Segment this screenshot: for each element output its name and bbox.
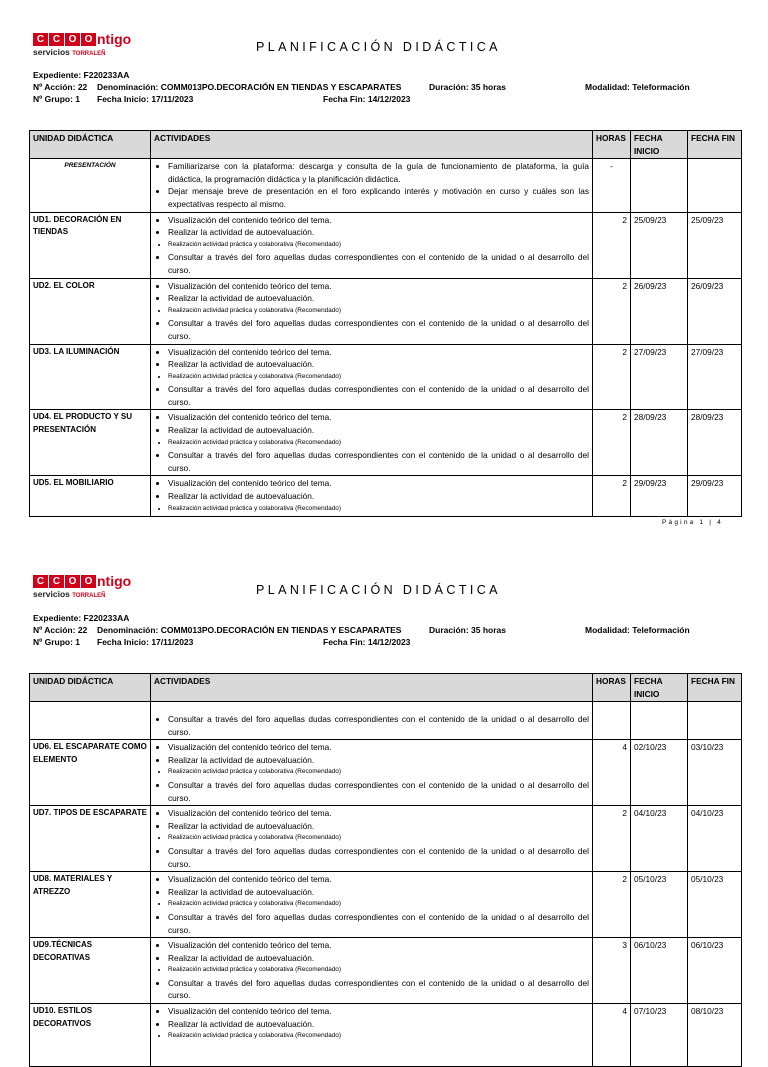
unit-cell <box>30 702 151 740</box>
table-row <box>30 212 742 278</box>
activity-item: • Realizar la actividad de autoevaluación. <box>168 1018 589 1031</box>
logo-sub-tag: TORRALEÑ <box>72 51 106 57</box>
hours-cell: 2 <box>593 278 631 344</box>
activity-item: • Consultar a través del foro aquellas dudas correspondientes con el contenido de la unidad o al desarrollo del curso. <box>168 383 589 408</box>
meta-denominacion: Denominación: COMM013PO.DECORACIÓN EN TIENDAS Y ESCAPARATES <box>97 82 402 92</box>
activity-item: • Visualización del contenido teórico del tema. <box>168 1005 589 1018</box>
unit-cell: UD1. DECORACIÓN EN TIENDAS <box>30 212 151 278</box>
brand-logo <box>33 573 132 599</box>
hours-cell: 3 <box>593 938 631 1004</box>
unit-cell: UD3. LA ILUMINACIÓN <box>30 344 151 410</box>
logo-sub-text: servicios <box>33 47 70 57</box>
activity-item: • Visualización del contenido teórico del tema. <box>168 411 589 424</box>
table-header-row <box>30 674 742 702</box>
brand-logo <box>33 31 132 57</box>
activity-item: • Realización actividad práctica y colaborativa (Recomendado) <box>168 766 589 779</box>
unit-cell: UD10. ESTILOS DECORATIVOS <box>30 1004 151 1067</box>
start-cell <box>631 702 688 740</box>
activity-item: • Realización actividad práctica y colaborativa (Recomendado) <box>168 898 589 911</box>
meta-expediente: Expediente: F220233AA <box>33 70 130 80</box>
header-start: FECHA INICIO <box>631 131 688 159</box>
activities-cell <box>151 806 593 872</box>
activity-item: • Realizar la actividad de autoevaluación. <box>168 952 589 965</box>
hours-cell: 4 <box>593 740 631 806</box>
header-start: FECHA INICIO <box>631 674 688 702</box>
activity-item: • Consultar a través del foro aquellas dudas correspondientes con el contenido de la unidad o al desarrollo del curso. <box>168 845 589 870</box>
activity-item: • Realizar la actividad de autoevaluación. <box>168 754 589 767</box>
activities-cell <box>151 872 593 938</box>
activity-item: • Visualización del contenido teórico del tema. <box>168 807 589 820</box>
activity-item: • Realizar la actividad de autoevaluación. <box>168 226 589 239</box>
unit-cell: UD8. MATERIALES Y ATREZZO <box>30 872 151 938</box>
meta-block <box>33 70 733 106</box>
activity-item: • Realizar la actividad de autoevaluación. <box>168 358 589 371</box>
meta-modalidad: Modalidad: Teleformación <box>585 625 690 635</box>
logo-letter: O <box>81 33 96 46</box>
activity-item: • Realizar la actividad de autoevaluación. <box>168 820 589 833</box>
hours-cell: 2 <box>593 410 631 476</box>
activity-item: • Visualización del contenido teórico del tema. <box>168 280 589 293</box>
logo-wordmark: ntigo <box>97 31 132 47</box>
meta-fecha-fin: Fecha Fin: 14/12/2023 <box>323 637 411 647</box>
end-cell: 27/09/23 <box>688 344 742 410</box>
document-page-2 <box>0 562 768 1040</box>
end-cell: 06/10/23 <box>688 938 742 1004</box>
meta-fecha-fin: Fecha Fin: 14/12/2023 <box>323 94 411 104</box>
meta-accion: Nº Acción: 22 <box>33 625 88 635</box>
header-activities: ACTIVIDADES <box>151 131 593 159</box>
logo-letter: C <box>33 575 48 588</box>
start-cell: 26/09/23 <box>631 278 688 344</box>
activity-item: • Dejar mensaje breve de presentación en el foro explicando interés y motivación en curso y cuáles son las expectativas respecto al mismo. <box>168 185 589 210</box>
planning-table <box>29 130 742 517</box>
header-activities: ACTIVIDADES <box>151 674 593 702</box>
hours-cell: 2 <box>593 212 631 278</box>
meta-expediente: Expediente: F220233AA <box>33 613 130 623</box>
end-cell <box>688 159 742 212</box>
activity-item: • Realización actividad práctica y colaborativa (Recomendado) <box>168 1030 589 1043</box>
activity-item: • Realizar la actividad de autoevaluación. <box>168 424 589 437</box>
logo-letter: C <box>49 575 64 588</box>
logo-subtitle <box>33 589 113 601</box>
unit-cell: UD7. TIPOS DE ESCAPARATE <box>30 806 151 872</box>
planning-table <box>29 673 742 1067</box>
header-end: FECHA FIN <box>688 674 742 702</box>
hours-cell: 2 <box>593 872 631 938</box>
logo-letter: C <box>33 33 48 46</box>
logo-letter: O <box>81 575 96 588</box>
start-cell: 02/10/23 <box>631 740 688 806</box>
activities-cell <box>151 938 593 1004</box>
start-cell: 29/09/23 <box>631 476 688 517</box>
end-cell: 28/09/23 <box>688 410 742 476</box>
activities-cell <box>151 344 593 410</box>
unit-cell: PRESENTACIÓN <box>30 159 151 212</box>
end-cell: 29/09/23 <box>688 476 742 517</box>
activity-item: • Familiarizarse con la plataforma: descarga y consulta de la guía de funcionamiento de plataforma, la guía didáctica, la programación didáctica y la planificación didáctica. <box>168 160 589 185</box>
unit-cell: UD9.TÉCNICAS DECORATIVAS <box>30 938 151 1004</box>
meta-block <box>33 613 733 649</box>
table-row <box>30 344 742 410</box>
table-row <box>30 278 742 344</box>
hours-cell: - <box>593 159 631 212</box>
meta-grupo: Nº Grupo: 1 <box>33 94 81 104</box>
table-row <box>30 410 742 476</box>
activities-cell <box>151 159 593 212</box>
hours-cell: 2 <box>593 344 631 410</box>
activity-item: • Visualización del contenido teórico del tema. <box>168 873 589 886</box>
activity-item: • Consultar a través del foro aquellas dudas correspondientes con el contenido de la unidad o al desarrollo del curso. <box>168 449 589 474</box>
header-unit: UNIDAD DIDÁCTICA <box>30 674 151 702</box>
unit-cell: UD4. EL PRODUCTO Y SU PRESENTACIÓN <box>30 410 151 476</box>
activity-item: • Realizar la actividad de autoevaluación. <box>168 292 589 305</box>
activity-item: • Realización actividad práctica y colaborativa (Recomendado) <box>168 239 589 252</box>
unit-cell: UD2. EL COLOR <box>30 278 151 344</box>
meta-accion: Nº Acción: 22 <box>33 82 88 92</box>
meta-duracion: Duración: 35 horas <box>429 82 506 92</box>
meta-grupo: Nº Grupo: 1 <box>33 637 81 647</box>
end-cell: 05/10/23 <box>688 872 742 938</box>
table-row <box>30 1004 742 1067</box>
start-cell: 27/09/23 <box>631 344 688 410</box>
meta-duracion: Duración: 35 horas <box>429 625 506 635</box>
hours-cell: 2 <box>593 476 631 517</box>
meta-denominacion: Denominación: COMM013PO.DECORACIÓN EN TIENDAS Y ESCAPARATES <box>97 625 402 635</box>
meta-fecha-inicio: Fecha Inicio: 17/11/2023 <box>97 94 194 104</box>
activity-item: • Visualización del contenido teórico del tema. <box>168 939 589 952</box>
activity-item: • Realización actividad práctica y colaborativa (Recomendado) <box>168 371 589 384</box>
activity-item: • Realizar la actividad de autoevaluación. <box>168 490 589 503</box>
table-row-continued <box>30 702 742 740</box>
header-hours: HORAS <box>593 131 631 159</box>
hours-cell: 4 <box>593 1004 631 1067</box>
activity-item: • Consultar a través del foro aquellas dudas correspondientes con el contenido de la unidad o al desarrollo del curso. <box>168 977 589 1002</box>
hours-cell: 2 <box>593 806 631 872</box>
table-row <box>30 740 742 806</box>
activity-item: • Realización actividad práctica y colaborativa (Recomendado) <box>168 305 589 318</box>
activity-item: • Consultar a través del foro aquellas dudas correspondientes con el contenido de la unidad o al desarrollo del curso. <box>168 713 589 738</box>
activity-item: • Realización actividad práctica y colaborativa (Recomendado) <box>168 503 589 516</box>
end-cell: 03/10/23 <box>688 740 742 806</box>
start-cell: 07/10/23 <box>631 1004 688 1067</box>
logo-mark <box>33 575 96 588</box>
start-cell: 06/10/23 <box>631 938 688 1004</box>
logo-letter: O <box>65 575 80 588</box>
hours-cell <box>593 702 631 740</box>
end-cell: 26/09/23 <box>688 278 742 344</box>
page-title: PLANIFICACIÓN DIDÁCTICA <box>256 583 501 597</box>
start-cell: 28/09/23 <box>631 410 688 476</box>
logo-letter: O <box>65 33 80 46</box>
end-cell <box>688 702 742 740</box>
unit-cell: UD6. EL ESCAPARATE COMO ELEMENTO <box>30 740 151 806</box>
activity-item: • Realización actividad práctica y colaborativa (Recomendado) <box>168 964 589 977</box>
logo-mark <box>33 33 96 46</box>
logo-letter: C <box>49 33 64 46</box>
activity-item: • Consultar a través del foro aquellas dudas correspondientes con el contenido de la unidad o al desarrollo del curso. <box>168 911 589 936</box>
activities-cell <box>151 476 593 517</box>
end-cell: 08/10/23 <box>688 1004 742 1067</box>
header-unit: UNIDAD DIDÁCTICA <box>30 131 151 159</box>
activity-item: • Consultar a través del foro aquellas dudas correspondientes con el contenido de la unidad o al desarrollo del curso. <box>168 779 589 804</box>
activity-item: • Realización actividad práctica y colaborativa (Recomendado) <box>168 437 589 450</box>
activities-cell <box>151 702 593 740</box>
logo-wordmark: ntigo <box>97 573 132 589</box>
table-row <box>30 159 742 212</box>
table-row <box>30 806 742 872</box>
page-number: Página 1 | 4 <box>662 519 723 526</box>
activity-item: • Visualización del contenido teórico del tema. <box>168 741 589 754</box>
activity-item: • Consultar a través del foro aquellas dudas correspondientes con el contenido de la unidad o al desarrollo del curso. <box>168 251 589 276</box>
unit-cell: UD5. EL MOBILIARIO <box>30 476 151 517</box>
end-cell: 25/09/23 <box>688 212 742 278</box>
activity-item: • Consultar a través del foro aquellas dudas correspondientes con el contenido de la unidad o al desarrollo del curso. <box>168 317 589 342</box>
activities-cell <box>151 1004 593 1067</box>
table-row <box>30 476 742 517</box>
activities-cell <box>151 212 593 278</box>
header-hours: HORAS <box>593 674 631 702</box>
start-cell: 25/09/23 <box>631 212 688 278</box>
logo-subtitle <box>33 47 113 59</box>
start-cell: 04/10/23 <box>631 806 688 872</box>
activities-cell <box>151 740 593 806</box>
start-cell <box>631 159 688 212</box>
table-row <box>30 938 742 1004</box>
page-title: PLANIFICACIÓN DIDÁCTICA <box>256 40 501 54</box>
start-cell: 05/10/23 <box>631 872 688 938</box>
header-end: FECHA FIN <box>688 131 742 159</box>
table-row <box>30 872 742 938</box>
activities-cell <box>151 278 593 344</box>
activity-item: • Realización actividad práctica y colaborativa (Recomendado) <box>168 832 589 845</box>
activity-item: • Realizar la actividad de autoevaluación. <box>168 886 589 899</box>
logo-sub-tag: TORRALEÑ <box>72 593 106 599</box>
logo-sub-text: servicios <box>33 589 70 599</box>
activity-item: • Visualización del contenido teórico del tema. <box>168 477 589 490</box>
end-cell: 04/10/23 <box>688 806 742 872</box>
meta-modalidad: Modalidad: Teleformación <box>585 82 690 92</box>
activity-item: • Visualización del contenido teórico del tema. <box>168 214 589 227</box>
activities-cell <box>151 410 593 476</box>
table-header-row <box>30 131 742 159</box>
activity-item: • Visualización del contenido teórico del tema. <box>168 346 589 359</box>
meta-fecha-inicio: Fecha Inicio: 17/11/2023 <box>97 637 194 647</box>
